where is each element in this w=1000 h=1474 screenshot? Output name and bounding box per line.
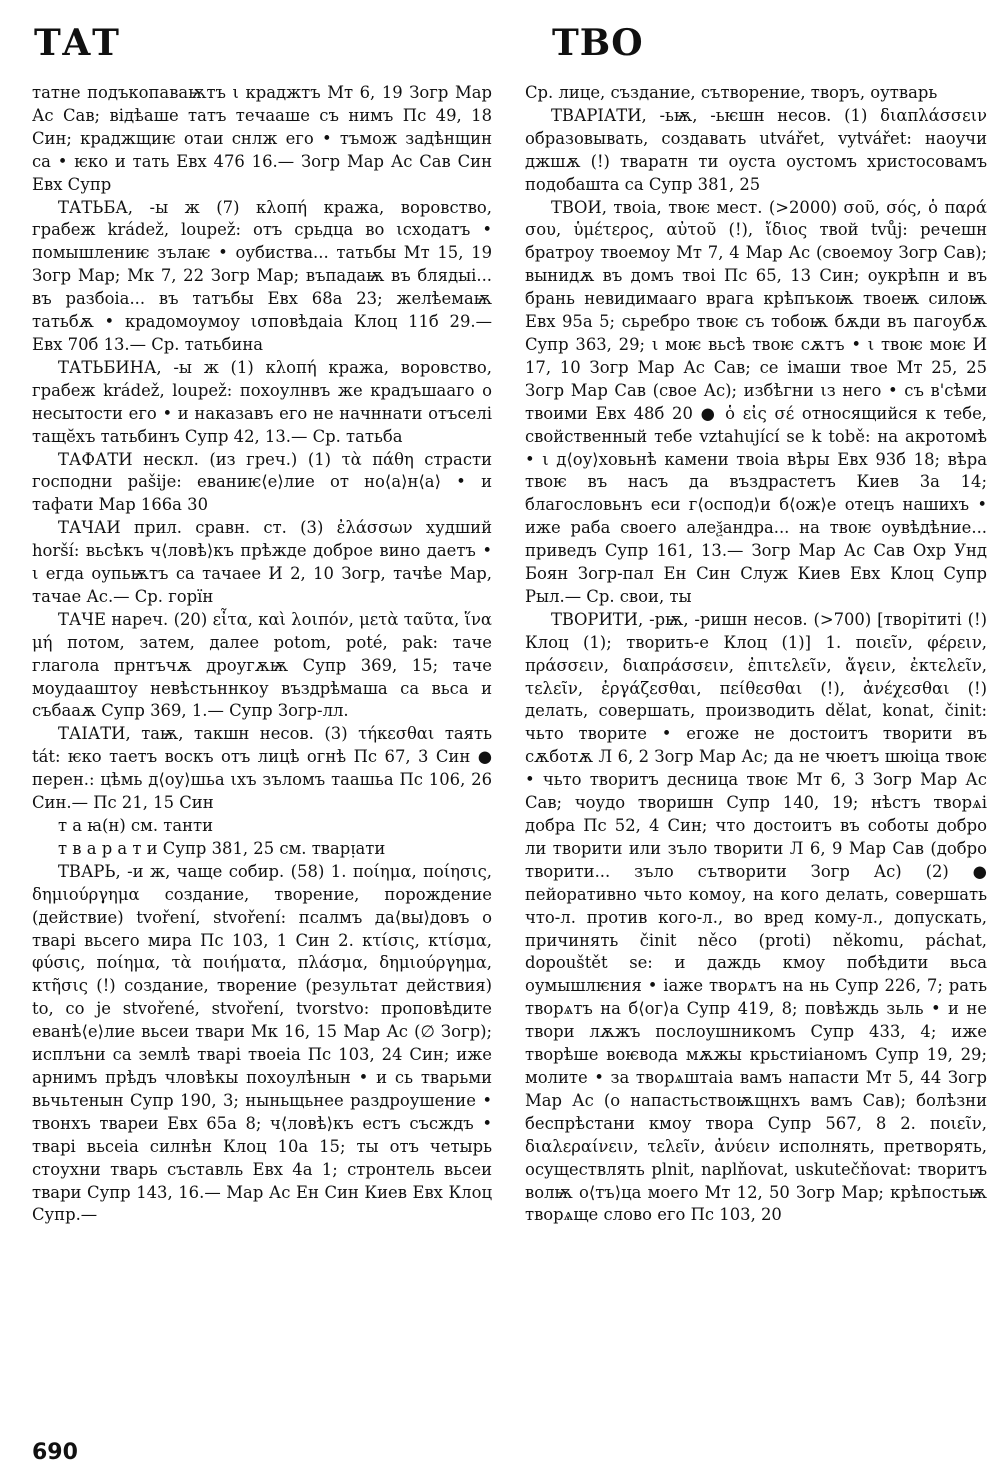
entry-continuation: татне подъкопаваѭтъ ι краджтъ Мт 6, 19 Зогр Мар Ас Сав; відѣаше татъ течааше съ нимъ Пс 49, 18 Син; краджщиѥ отаи снлж его • тъмож задѣнщин са • ѥко и тать Евх 476 16.— Зогр Мар Ас Сав Син Евх Супр: [32, 83, 492, 194]
entry-crossref-tvarati: т в а р а т и Супр 381, 25 см. тварᴉати: [58, 838, 386, 858]
running-head-left: ТАТ: [34, 22, 120, 64]
entry-tvar: ТВАРЬ, -и ж, чаще собир. (58) 1. ποίημα, ποίησις, δημιούργημα создание, творение, порождение (действие) tvoření, stvoření: псалмъ да⟨вы⟩довъ о тварі вьсего мира Пс 103, 1 Син 2. κτίσις, κτίσμα, φύσις, ποίημα, τὰ ποιήματα, πλάσμα, δημιούργημα, κτῆσις (!) создание, творение (результат действия) to, co je stvořené, stvoření, tvorstvo: проповѣдите еванѣ⟨е⟩лие вьсеи твари Мк 16, 15 Мар Ас (∅ Зогр); исплъни са землѣ тварі твоеіа Пс 103, 24 Син; иже арнимъ прѣдъ чловѣкы похоулѣнын • и сь тварьми вьчьтенын Супр 190, 3; ныньщьнее раздроушение • твонхъ твареи Евх 65а 8; ч⟨ловѣ⟩къ естъ съсждъ • тварі вьсеіа силнѣн Клоц 10а 15; ты отъ четырь стоухни тварь съставль Евх 4а 1; стронтель вьсеи твари Супр 143, 16.— Мар Ас Ен Син Киев Евх Клоц Супр.—: [32, 861, 492, 1225]
entry-tache: ТАЧЕ нареч. (20) εἶτα, καὶ λοιπόν, μετὰ ταῦτα, ἵνα μή потом, затем, далее potom, poté, pak: таче глагола прнтъчѫ дроугѫѭ Супр 369, 15; таче моудааштоу невѣстьннкоу въздрѣмаша са вьса и събааѫ Супр 369, 1.— Супр Зогр-лл.: [32, 609, 492, 721]
entry-continuation-right: Ср. лице, създание, сътворение, творъ, оутварь: [525, 83, 938, 102]
entry-tvoriti: ТВОРИТИ, -рѭ, -ришн несов. (>700) [творітиті (!) Клоц (1); творить-е Клоц (1)] 1. ποιεῖν, φέρειν, πράσσειν, διαπράσσειν, ἐπιτελεῖν, ἄγειν, ἐκτελεῖν, τελεῖν, ἐργάζεσθαι, πείθεσθαι (!), ἀνέχεσθαι (!) делать, совершать, производить dělat, konat, činit: чьто творите • егоже не достоитъ творити въ сѫботѫ Л 6, 2 Зогр Мар Ас; да не чюетъ шюіца твоѥ • чьто творитъ десница твоѥ Мт 6, 3 Зогр Мар Ас Сав; чоудо творишн Супр 140, 19; нѣстъ творѧі добра Пс 52, 4 Син; что достоитъ въ соботы добро ли творити или зъло творити Л 6, 9 Мар Сав (добро творити... зъло сътворити Зогр Ас) (2) ● пейоративно чьто комоу, на кого делать, совершать что-л. против кого-л., во вред кому-л., допускать, причинять činit něco (proti) někomu, páchat, dopouštět se: и даждь кмоу побѣдити вьса оумышлѥния • іаже творѧтъ на нь Супр 226, 7; рать творѧтъ на б⟨ог⟩а Супр 419, 8; повѣждь зьль • и не твори лѫжъ послоушникомъ Супр 433, 4; иже творѣше воѥвода мѫжы крьстиіаномъ Супр 19, 29; молите • за творѧштаіа вамъ напасти Мт 5, 44 Зогр Мар Ас (о напастьствоѭщнхъ вамъ Сав); болѣзни беспрѣстани кмоу твора Супр 567, 8 2. ποιεῖν, διαλεραίνειν, τελεῖν, ἀνύειν исполнять, претворять, осуществлять plnit, naplňovat, uskutečňovat: творитъ волѭ о⟨тъ⟩ца моего Мт 12, 50 Зогр Мар; крѣпостьѭ творѧще слово его Пс 103, 20: [525, 609, 987, 1225]
entry-tatbina: ТАТЬБИНА, -ы ж (1) κλοπή кража, воровство, грабеж krádež, loupež: похоулнвъ же крадъшааго о несытости его • и наказавъ его не начннати отъселі тащӗхъ татьбинъ Супр 42, 13.— Ср. татьба: [32, 357, 492, 446]
entry-tachai: ТАЧАИ прил. сравн. ст. (3) ἐλάσσων худший horší: вьсѣкъ ч⟨ловѣ⟩къ прѣжде доброе вино даетъ • ι егда оупьѭтъ са тачаее И 2, 10 Зогр, тачѣе Мар, тачае Ас.— Ср. горїн: [32, 518, 492, 606]
page-number: 690: [32, 1440, 78, 1465]
entry-crossref-tani: т а ꙗ(н) см. танти: [58, 816, 214, 835]
entry-tatba: ТАТЬБА, -ы ж (7) κλοπή кража, воровство, грабеж krádež, loupež: отъ срьдца во ιсходатъ • помышлениѥ зълаѥ • оубиства... татьбы Мт 15, 19 Зогр Мар; Мк 7, 22 Зогр Мар; въпадаѭ въ блядыі... въ разбоіа... въ татъбы Евх 68а 23; желѣемаѭ татьбѫ • крадомоумоу ισповѣдаіа Клоц 11б 29.— Евх 70б 13.— Ср. татьбина: [32, 197, 492, 354]
left-column: [32, 82, 492, 1227]
entry-tafati: ТАФАТИ нескл. (из греч.) (1) τὰ πάθη страсти господни pašije: еваниѥ⟨е⟩лие от но⟨а⟩н⟨а⟩ • и тафати Мар 166а 30: [32, 449, 492, 515]
running-head-right: ТВО: [552, 22, 644, 64]
entry-tvoi: ТВОИ, твоіа, твоѥ мест. (>2000) σοῦ, σός, ὁ παρά σου, ὑμέτερος, αὐτοῦ (!), ἴδιος твой tvůj: речешн братроу твоемоу Мт 7, 4 Мар Ас (своемоу Зогр Сав); вынидѫ въ домъ твоі Пс 65, 13 Син; оукрѣпн и въ брань невидимааго врага крѣпъкоѭ твоеѭ силоѭ Евх 95а 5; сьребро твоѥ съ тобоѭ бѫди въ пагоубѫ Супр 363, 29; ι моѥ вьсѣ твоѥ сѫтъ • ι твоѥ моѥ И 17, 10 Зогр Мар Ас Сав; се імаши твое Мт 25, 25 Зогр Мар Сав (свое Ас); избѣгни ιз него • съ в'сѣми твоими Евх 48б 20 ● ὁ εἰς σέ относящийся к тебе, свойственный тебе vztahující se k tobě: на акротомѣ • ι д⟨оу⟩ховьнѣ камени твоіа вѣры Евх 93б 18; вѣра твоѥ въ насъ да въздрастетъ Киев 3а 14; благословьнъ еси г⟨оспод⟩и б⟨ож⟩е отецъ нашихъ • иже раба своего алеѯандра... на твоѥ оувѣдѣние... приведъ Супр 161, 13.— Зогр Мар Ас Сав Охр Унд Боян Зогр-пал Ен Син Служ Киев Евх Клоц Супр Рыл.— Ср. свои, ты: [525, 197, 987, 606]
right-column: [525, 82, 987, 1227]
entry-tvarjati: ТВАРІАТИ, -ьѭ, -ьѥшн несов. (1) διαπλάσσειν образовывать, создавать utvářet, vytvářet: наоучи джшѫ (!) тваратн ти оуста оустомъ христосовамъ подобашта са Супр 381, 25: [525, 105, 987, 194]
entry-tajati: ТАІАТИ, таѭ, такшн несов. (3) τήκεσθαι таять tát: ѥко таетъ воскъ отъ лицѣ огнѣ Пс 67, 3 Син ● перен.: цѣмь д⟨оу⟩шьа ιхъ зъломъ таашьа Пс 106, 26 Син.— Пс 21, 15 Син: [32, 724, 492, 813]
